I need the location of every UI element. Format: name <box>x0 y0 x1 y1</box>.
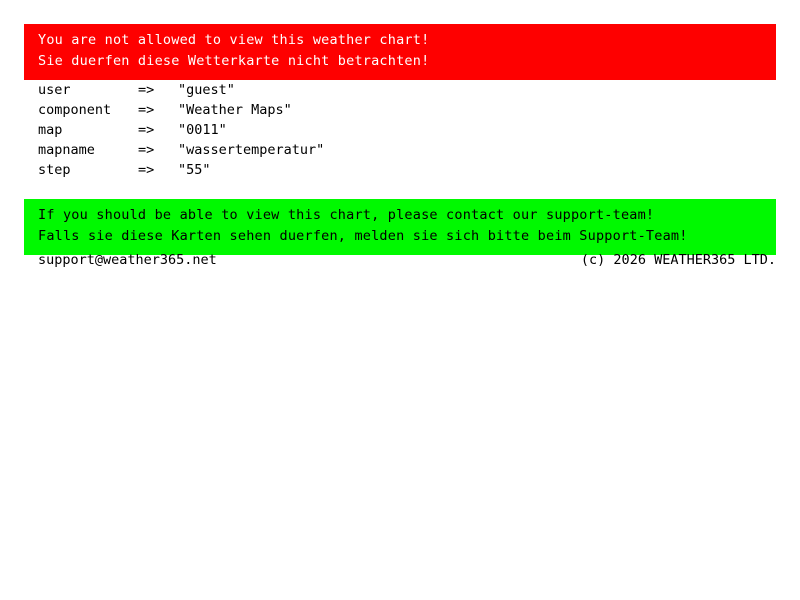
parameter-key: mapname <box>38 142 95 158</box>
parameter-value: "wassertemperatur" <box>178 142 325 158</box>
parameter-arrow: => <box>138 82 155 98</box>
parameter-arrow: => <box>138 142 155 158</box>
parameter-key: map <box>38 122 63 138</box>
parameter-value: "Weather Maps" <box>178 102 292 118</box>
support-email-link[interactable]: support@weather365.net <box>38 252 217 268</box>
parameter-arrow: => <box>138 102 155 118</box>
parameter-row <box>38 100 778 120</box>
parameter-key: user <box>38 82 71 98</box>
footer <box>38 250 776 270</box>
error-banner-line-de: Sie duerfen diese Wetterkarte nicht betrachten! <box>38 53 430 69</box>
parameter-value: "guest" <box>178 82 235 98</box>
parameter-arrow: => <box>138 162 155 178</box>
parameter-row <box>38 140 778 160</box>
info-banner-line-en: If you should be able to view this chart, please contact our support-team! <box>38 207 655 223</box>
parameter-value: "55" <box>178 162 211 178</box>
parameter-key: component <box>38 102 112 118</box>
parameter-list <box>38 80 778 180</box>
info-banner-line-de: Falls sie diese Karten sehen duerfen, melden sie sich bitte beim Support-Team! <box>38 228 688 244</box>
parameter-row <box>38 80 778 100</box>
parameter-key: step <box>38 162 71 178</box>
error-banner <box>24 24 776 80</box>
error-banner-line-en: You are not allowed to view this weather chart! <box>38 32 430 48</box>
info-banner <box>24 199 776 255</box>
parameter-arrow: => <box>138 122 155 138</box>
parameter-row <box>38 120 778 140</box>
parameter-row <box>38 160 778 180</box>
copyright-text: (c) 2026 WEATHER365 LTD. <box>580 252 776 268</box>
parameter-value: "0011" <box>178 122 227 138</box>
